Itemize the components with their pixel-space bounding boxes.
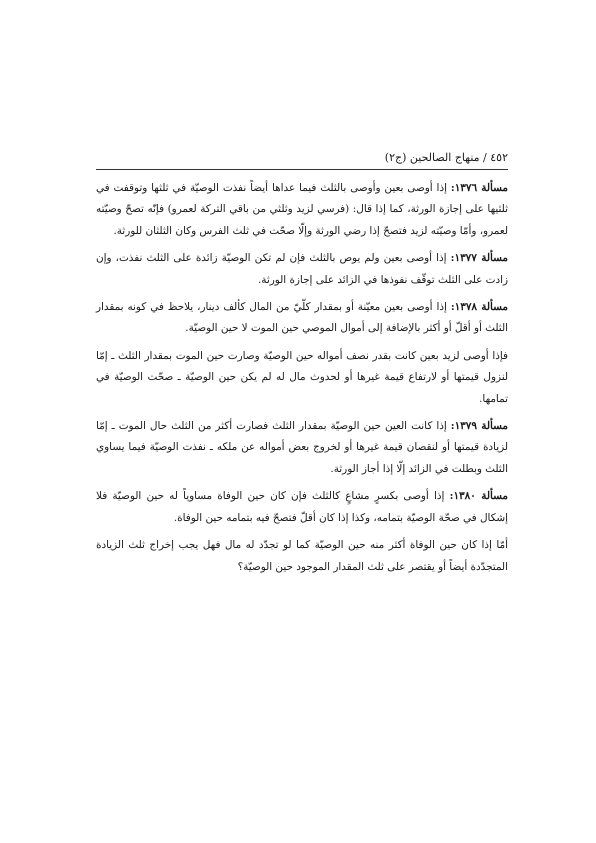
paragraph-1378-cont xyxy=(96,346,508,410)
masala-label: مسألة ١٣٧٧: xyxy=(450,252,509,265)
paragraph-1379 xyxy=(96,416,508,480)
paragraph-1380-cont xyxy=(96,535,508,578)
paragraph-1377 xyxy=(96,248,508,291)
paragraph-text: إذا أوصى بكسرٍ مشاعٍ كالثلث فإن كان حين الوفاة مساوياً له حين الوصيّة فلا إشكال في صحّة الوصيّة بتمامه، وكذا إذا كان أقلّ فتصحّ فيه بتمامه حين الوفاة. xyxy=(96,490,508,524)
masala-label: مسألة ١٣٧٨: xyxy=(450,301,508,314)
paragraph-text: إذا أوصى بعين ولم يوص بالثلث فإن لم تكن الوصيّة زائدة على الثلث نفذت، وإن زادت على الثلث توقّف نفوذها في الزائد على إجازة الورثة. xyxy=(96,252,508,286)
running-head: ٤٥٢ / منهاج الصالحين (ج٢) xyxy=(96,150,508,170)
masala-label: مسألة ١٣٧٦: xyxy=(450,182,508,194)
paragraph-1378 xyxy=(96,297,508,340)
paragraph-text: أمّا إذا كان حين الوفاة أكثر منه حين الوصيّة كما لو تجدّد له مال فهل يجب إخراج ثلث الزيادة المتجدّدة أيضاً أو يقتصر على ثلث المقدار الموجود حين الوصيّة؟ xyxy=(96,539,508,573)
document-page xyxy=(96,150,508,584)
paragraph-text: إذا كانت العين حين الوصيّة بمقدار الثلث فصارت أكثر من الثلث حال الموت ـ إمّا لزيادة قيمتها أو لنقصان قيمة غيرها أو لخروج بعض أمواله عن ملكه ـ نفذت الوصيّة فيما يساوي الثلث وبطلت في الزائد إلّا إذا أجاز الورثة. xyxy=(96,420,508,475)
paragraph-text: إذا أوصى بعين معيّنة أو بمقدار كلّيّ من المال كألف دينار، يلاحظ في كونه بمقدار الثلث أو أقلّ أو أكثر بالإضافة إلى أموال الموصي حين الموت لا حين الوصيّة. xyxy=(96,301,508,335)
paragraph-1380 xyxy=(96,486,508,529)
paragraph-1376 xyxy=(96,178,508,242)
masala-label: مسألة ١٣٧٩: xyxy=(450,420,508,433)
masala-label: مسألة ١٣٨٠: xyxy=(449,490,508,503)
paragraph-text: فإذا أوصى لزيد بعين كانت بقدر نصف أمواله حين الوصيّة وصارت حين الموت بمقدار الثلث ـ إمّا لنزول قيمتها أو لارتفاع قيمة غيرها أو لحدوث مال له لم يكن حين الوصيّة ـ صحّت الوصيّة في تمامها. xyxy=(96,349,508,405)
paragraph-text: إذا أوصى بعين وأوصى بالثلث فيما عداها أيضاً نفذت الوصيّة في ثلثها وتوقفت في ثلثيها على إجازة الورثة، كما إذا قال: (فرسي لزيد وثلثي من باقي التركة لعمرو) فإنّه تصحّ وصيّته لعمرو، وأمّا وصيّته لزيد فتصحّ إذا رضي الورثة وإلّا صحّت في ثلث الفرس وكان الثلثان للورثة. xyxy=(96,182,508,237)
